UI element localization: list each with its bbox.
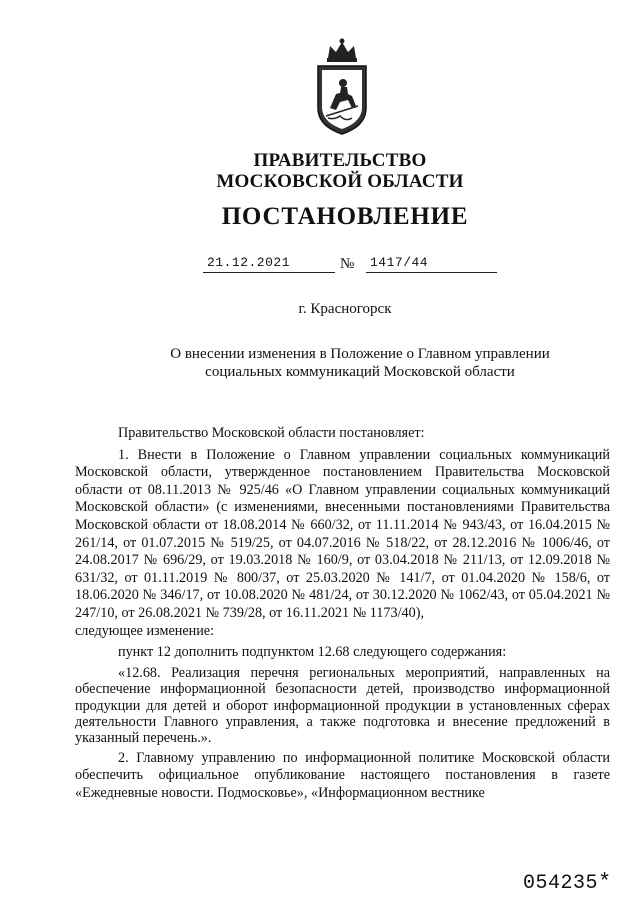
- paragraph-1: 1. Внести в Положение о Главном управлении социальных коммуникаций Московской области, утвержденное постановлением Правительства Московской области от 08.11.2013 № 925/46 «О Главном управлении социальных коммуникаций Московской области» (с изменениями, внесенными постановлениями Правительства Московской области от 18.08.2014 № 660/32, от 11.11.2014 № 943/43, от 16.04.2015 № 261/14, от 01.07.2015 № 519/25, от 04.07.2016 № 518/22, от 28.12.2016 № 1006/46, от 24.08.2017 № 696/29, от 19.03.2018 № 160/9, от 03.04.2018 № 211/13, от 12.09.2018 № 631/32, от 01.11.2019 № 800/37, от 25.03.2020 № 141/7, от 01.04.2020 № 158/6, от 18.06.2020 № 346/17, от 10.08.2020 № 481/24, от 30.12.2020 № 1062/43, от 05.04.2021 № 247/10, от 26.08.2021 № 739/28, от 16.11.2021 № 1173/40),: [75, 446, 610, 621]
- city: г. Красногорск: [298, 301, 392, 317]
- moscow-oblast-coat-of-arms-icon: [312, 36, 372, 136]
- serial-number: 054235: [523, 872, 599, 895]
- document-subject: О внесении изменения в Положение о Главном управлении социальных коммуникаций Московской области: [170, 346, 550, 380]
- document-serial-code: [523, 870, 612, 895]
- number-sign: №: [340, 256, 355, 272]
- government-name-line1: ПРАВИТЕЛЬСТВО: [253, 150, 427, 171]
- paragraph-1-end: следующее изменение:: [75, 622, 215, 639]
- intro-paragraph: Правительство Московской области постановляет:: [118, 425, 425, 441]
- amendment-instruction: пункт 12 дополнить подпунктом 12.68 следующего содержания:: [118, 644, 507, 661]
- serial-mark: *: [598, 870, 612, 895]
- government-name-line2: МОСКОВСКОЙ ОБЛАСТИ: [216, 171, 464, 192]
- paragraph-2: 2. Главному управлению по информационной политике Московской области обеспечить официальное опубликование настоящего постановления в газете «Ежедневные новости. Подмосковье», «Информационном вестнике: [75, 749, 610, 801]
- document-body: [75, 425, 610, 803]
- document-number: 1417/44: [366, 255, 497, 273]
- document-type-title: ПОСТАНОВЛЕНИЕ: [221, 203, 469, 230]
- amendment-text: «12.68. Реализация перечня региональных мероприятий, направленных на обеспечение информационной безопасности детей, производство информационной продукции для детей и оборот информационной продукции в установленных сферах деятельности Главного управления, а также подготовка и внесение предложений в указанный перечень.».: [75, 664, 610, 747]
- document-date: 21.12.2021: [203, 255, 335, 273]
